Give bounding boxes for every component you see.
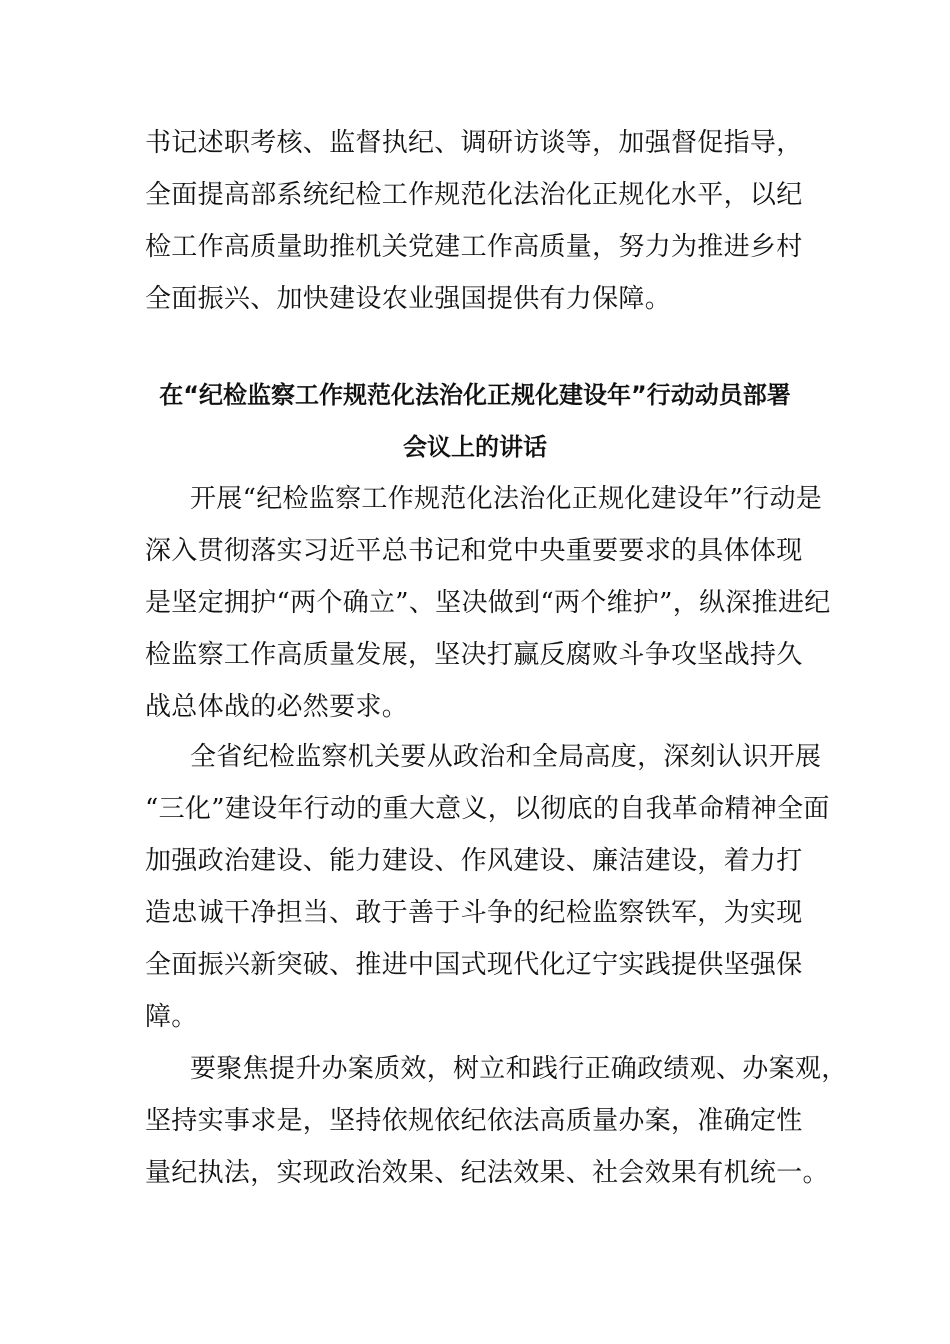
paragraph-line: 加强政治建设、能力建设、作风建设、廉洁建设，着力打	[145, 846, 803, 876]
paragraph-line: 全省纪检监察机关要从政治和全局高度，深刻认识开展	[190, 742, 822, 772]
paragraph-line: 全面振兴、加快建设农业强国提供有力保障。	[145, 284, 672, 314]
paragraph-line: 书记述职考核、监督执纪、调研访谈等，加强督促指导，	[145, 128, 803, 158]
paragraph-line: 深入贯彻落实习近平总书记和党中央重要要求的具体体现	[145, 536, 803, 566]
paragraph-line: 全面提高部系统纪检工作规范化法治化正规化水平，以纪	[145, 180, 803, 210]
paragraph-line: 检工作高质量助推机关党建工作高质量，努力为推进乡村	[145, 232, 803, 262]
paragraph-line: 量纪执法，实现政治效果、纪法效果、社会效果有机统一。	[145, 1158, 829, 1188]
paragraph-line: “三化”建设年行动的重大意义，以彻底的自我革命精神全面	[145, 794, 830, 824]
paragraph-line: 全面振兴新突破、推进中国式现代化辽宁实践提供坚强保	[145, 950, 803, 980]
paragraph-line: 造忠诚干净担当、敢于善于斗争的纪检监察铁军，为实现	[145, 898, 803, 928]
paragraph-line: 障。	[145, 1002, 198, 1032]
section-title-line-1: 在“纪检监察工作规范化法治化正规化建设年”行动动员部署	[159, 381, 791, 409]
section-title-line-2: 会议上的讲话	[403, 433, 547, 461]
paragraph-line: 检监察工作高质量发展，坚决打赢反腐败斗争攻坚战持久	[145, 640, 803, 670]
paragraph-line: 战总体战的必然要求。	[145, 692, 409, 722]
paragraph-line: 坚持实事求是，坚持依规依纪依法高质量办案，准确定性	[145, 1106, 803, 1136]
paragraph-line: 是坚定拥护“两个确立”、坚决做到“两个维护”，纵深推进纪	[145, 588, 831, 618]
paragraph-line: 要聚焦提升办案质效，树立和践行正确政绩观、办案观，	[190, 1054, 848, 1084]
paragraph-line: 开展“纪检监察工作规范化法治化正规化建设年”行动是	[190, 484, 823, 514]
